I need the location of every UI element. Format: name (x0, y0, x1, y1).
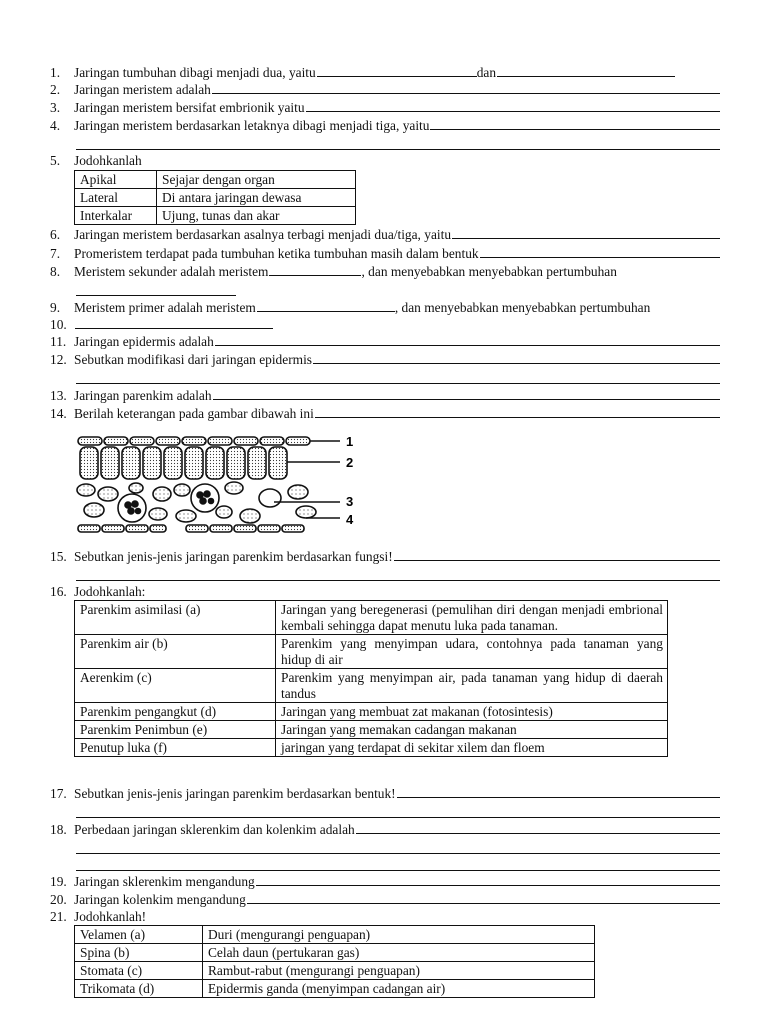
upper-epidermis (78, 437, 310, 445)
table-row: Stomata (c) Rambut-rabut (mengurangi penguapan) (75, 962, 595, 980)
answer-line-15b[interactable] (76, 579, 720, 581)
table-row: Apikal Sejajar dengan organ (75, 171, 356, 189)
question-18: 18. Perbedaan jaringan sklerenkim dan kolenkim adalah (50, 821, 720, 838)
question-8: 8. Meristem sekunder adalah meristem , dan menyebabkan menyebabkan pertumbuhan (50, 264, 617, 279)
answer-blank-17[interactable] (397, 786, 720, 798)
question-17: 17. Sebutkan jenis-jenis jaringan parenkim berdasarkan bentuk! (50, 785, 720, 802)
answer-line-12b[interactable] (76, 382, 720, 384)
answer-blank-6[interactable] (452, 227, 720, 239)
answer-blank-2[interactable] (212, 82, 720, 94)
matching-table-16 (74, 600, 668, 757)
question-3: 3. Jaringan meristem bersifat embrionik yaitu (50, 99, 720, 116)
lower-epidermis (78, 525, 304, 532)
figure-label-2: 2 (346, 455, 354, 470)
question-21: 21. Jodohkanlah! (50, 909, 147, 924)
answer-blank-13[interactable] (213, 388, 720, 400)
question-1: 1. Jaringan tumbuhan dibagi menjadi dua, yaitu dan (50, 64, 720, 81)
answer-blank-14[interactable] (315, 406, 720, 418)
table-row: Lateral Di antara jaringan dewasa (75, 189, 356, 207)
matching-table-21 (74, 925, 595, 998)
answer-line-8b[interactable] (76, 294, 236, 296)
question-2: 2. Jaringan meristem adalah (50, 81, 720, 98)
question-9: 9. Meristem primer adalah meristem , dan menyebabkan menyebabkan pertumbuhan (50, 300, 651, 315)
table-row: Velamen (a) Duri (mengurangi penguapan) (75, 926, 595, 944)
question-19: 19. Jaringan sklerenkim mengandung (50, 873, 720, 890)
question-7: 7. Promeristem terdapat pada tumbuhan ketika tumbuhan masih dalam bentuk (50, 245, 720, 262)
answer-blank-1a[interactable] (317, 65, 477, 77)
table-row: Interkalar Ujung, tunas dan akar (75, 207, 356, 225)
answer-line-17b[interactable] (76, 816, 720, 818)
question-5: 5. Jodohkanlah (50, 153, 142, 168)
palisade-layer (80, 447, 287, 479)
answer-blank-1b[interactable] (497, 65, 675, 77)
question-11: 11. Jaringan epidermis adalah (50, 333, 720, 350)
figure-label-1: 1 (346, 434, 354, 449)
table-row: Parenkim air (b) Parenkim yang menyimpan udara, contohnya pada tanaman yang hidup di air (75, 635, 668, 669)
answer-blank-9a[interactable] (257, 300, 395, 312)
matching-table-5 (74, 170, 356, 225)
question-13: 13. Jaringan parenkim adalah (50, 387, 720, 404)
question-16: 16. Jodohkanlah: (50, 584, 146, 599)
answer-blank-10[interactable] (75, 317, 273, 329)
figure-label-3: 3 (346, 494, 354, 509)
question-4: 4. Jaringan meristem berdasarkan letaknya dibagi menjadi tiga, yaitu (50, 117, 720, 134)
table-row: Parenkim Penimbun (e) Jaringan yang memakan cadangan makanan (75, 721, 668, 739)
answer-line-4b[interactable] (76, 148, 720, 150)
answer-blank-15[interactable] (394, 549, 720, 561)
leaf-cross-section-diagram (74, 432, 374, 536)
answer-blank-4[interactable] (430, 118, 720, 130)
answer-blank-8a[interactable] (269, 264, 361, 276)
question-10: 10. (50, 316, 720, 333)
figure-label-4: 4 (346, 512, 354, 527)
question-6: 6. Jaringan meristem berdasarkan asalnya terbagi menjadi dua/tiga, yaitu (50, 226, 720, 243)
table-row: Parenkim pengangkut (d) Jaringan yang membuat zat makanan (fotosintesis) (75, 703, 668, 721)
answer-blank-19[interactable] (256, 874, 720, 886)
answer-blank-12[interactable] (313, 352, 720, 364)
table-row: Penutup luka (f) jaringan yang terdapat di sekitar xilem dan floem (75, 739, 668, 757)
table-row: Aerenkim (c) Parenkim yang menyimpan air, pada tanaman yang hidup di daerah tandus (75, 669, 668, 703)
question-20: 20. Jaringan kolenkim mengandung (50, 891, 720, 908)
table-row: Spina (b) Celah daun (pertukaran gas) (75, 944, 595, 962)
table-row: Parenkim asimilasi (a) Jaringan yang beregenerasi (pemulihan diri dengan menjadi embrional kembali sehingga dapat menutu luka pada tanaman. (75, 601, 668, 635)
question-14: 14. Berilah keterangan pada gambar dibawah ini (50, 405, 720, 422)
question-12: 12. Sebutkan modifikasi dari jaringan epidermis (50, 351, 720, 368)
question-15: 15. Sebutkan jenis-jenis jaringan parenkim berdasarkan fungsi! (50, 548, 720, 565)
answer-blank-18[interactable] (356, 822, 720, 834)
answer-blank-3[interactable] (306, 100, 720, 112)
answer-blank-20[interactable] (247, 892, 720, 904)
table-row: Trikomata (d) Epidermis ganda (menyimpan cadangan air) (75, 980, 595, 998)
answer-blank-11[interactable] (215, 334, 720, 346)
answer-blank-7[interactable] (480, 246, 720, 258)
answer-line-18b[interactable] (76, 852, 720, 854)
answer-line-18c[interactable] (76, 869, 720, 871)
